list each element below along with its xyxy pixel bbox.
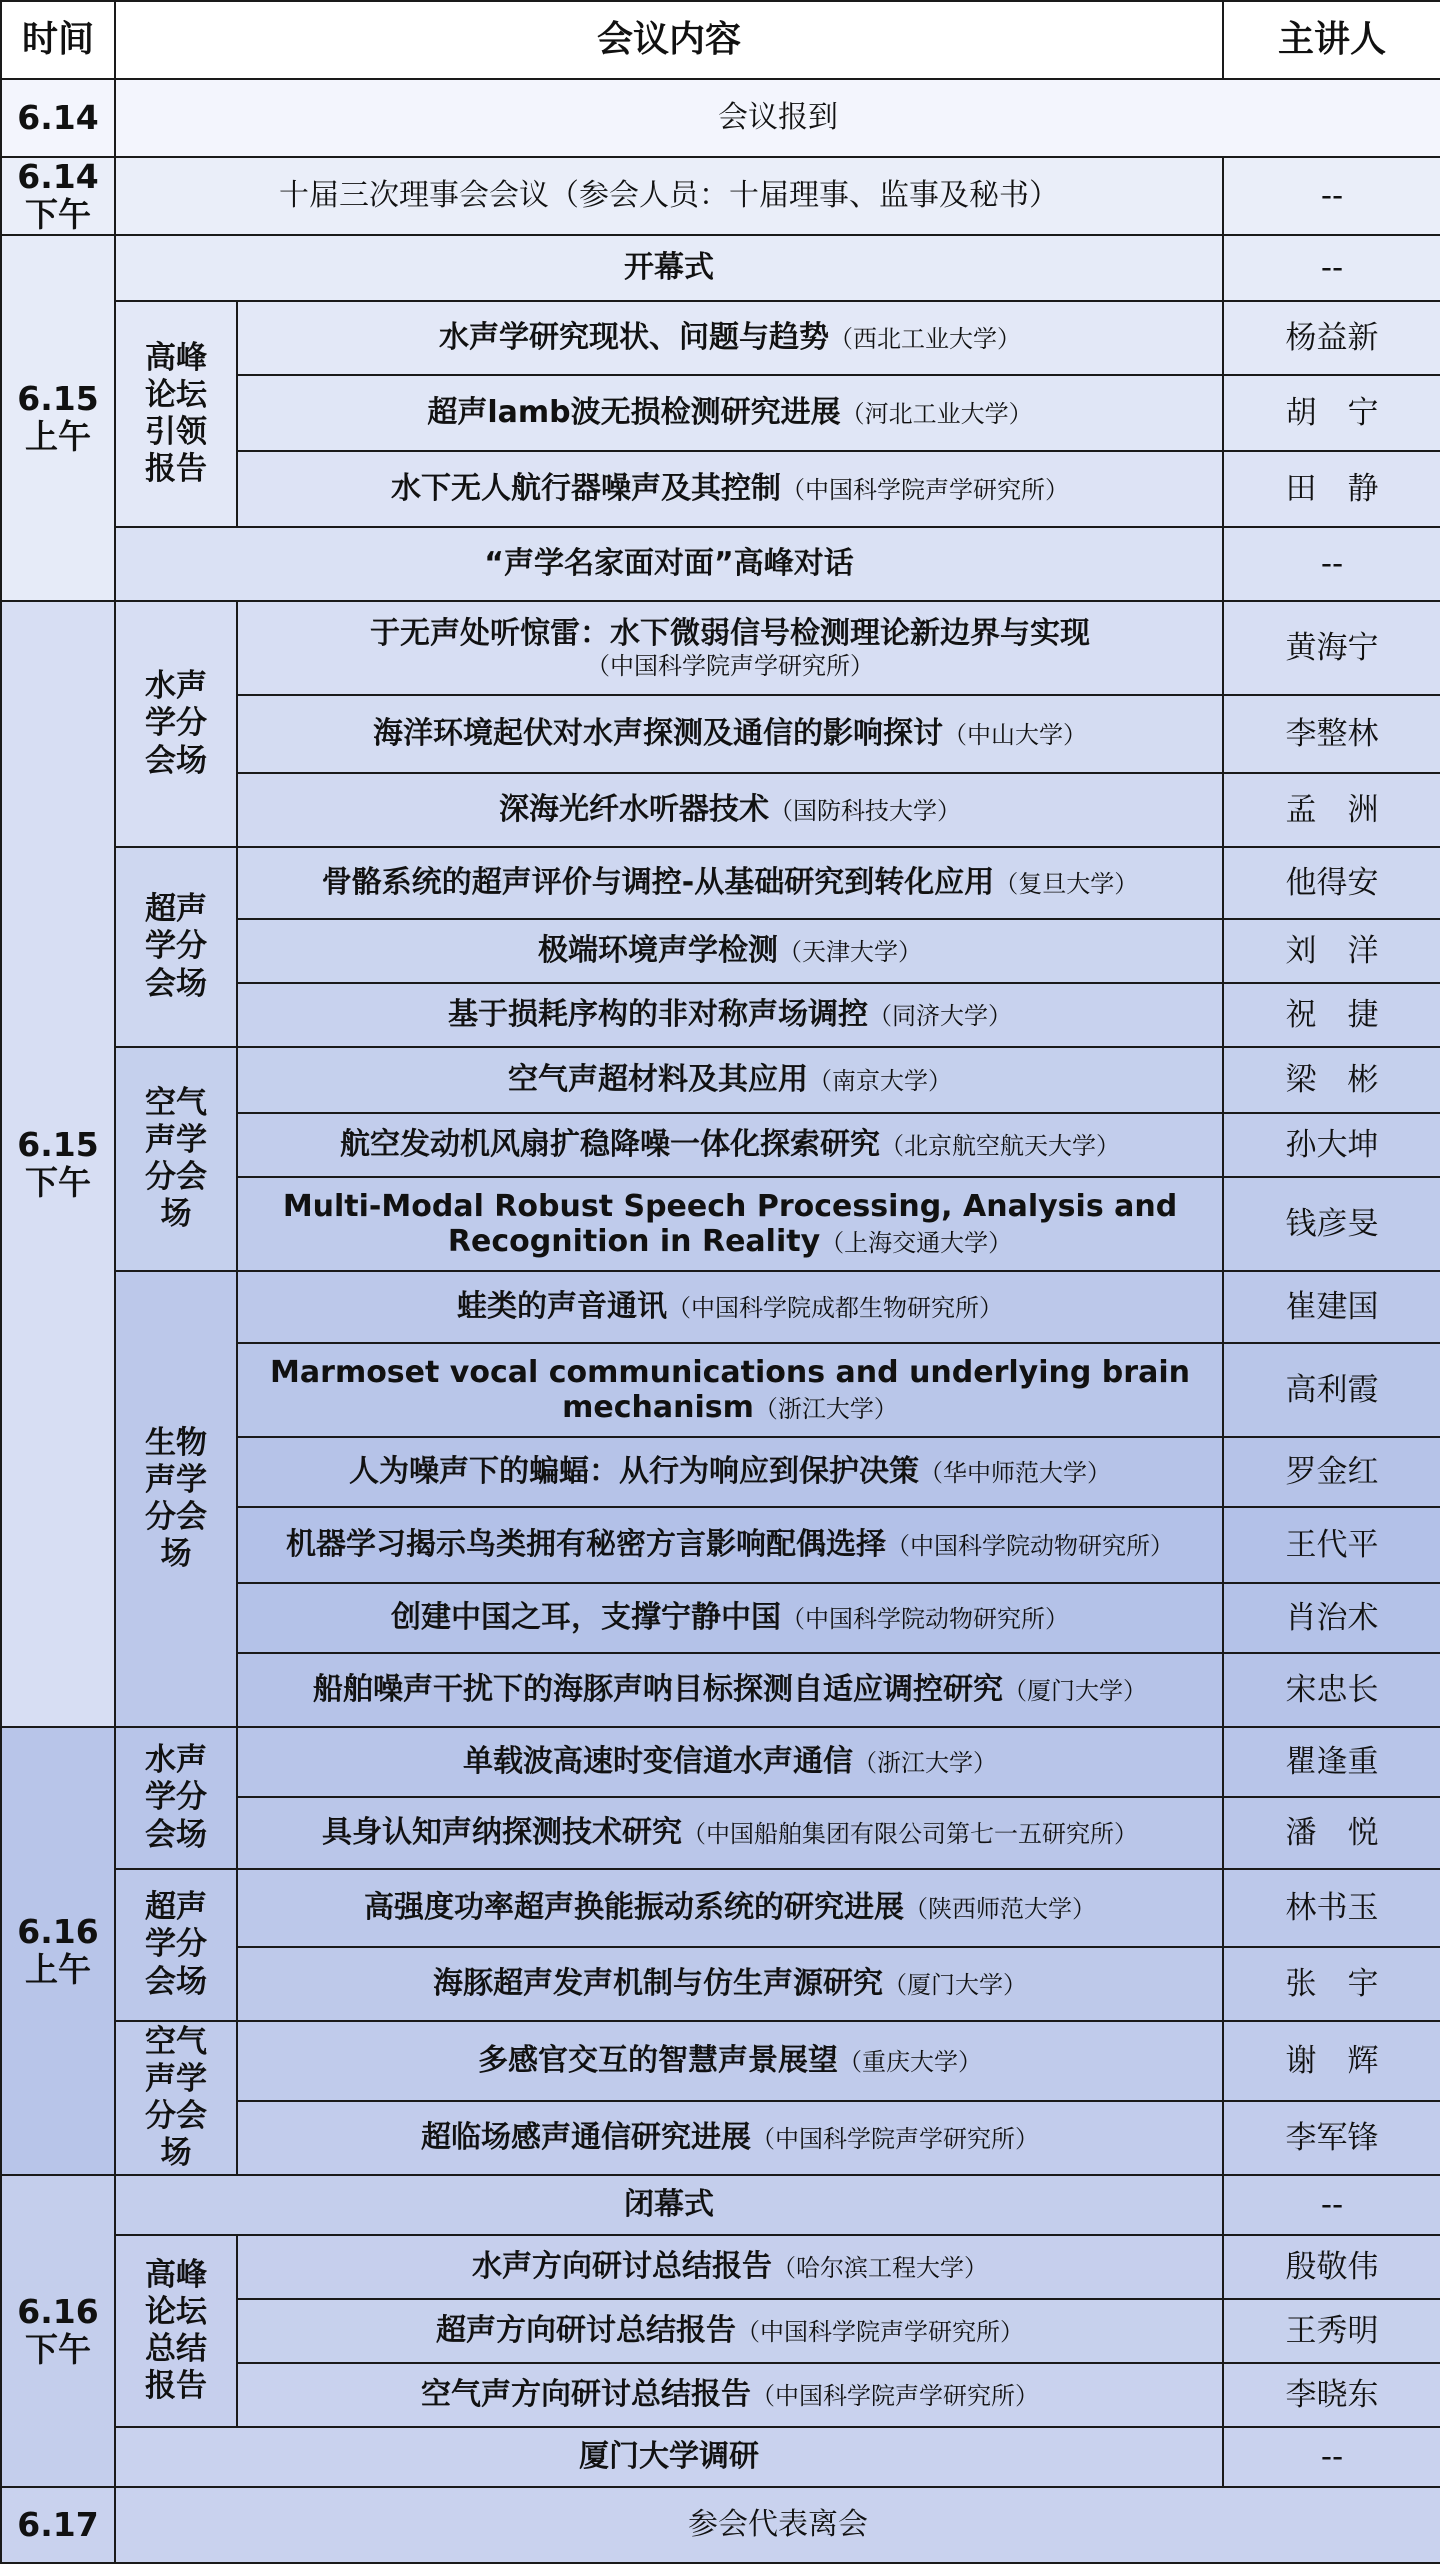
content-cell: 水下无人航行器噪声及其控制（中国科学院声学研究所） <box>237 451 1223 527</box>
speaker-cell: 李晓东 <box>1223 2363 1440 2427</box>
content-cell: 单载波高速时变信道水声通信（浙江大学） <box>237 1727 1223 1797</box>
speaker-cell: 瞿逢重 <box>1223 1727 1440 1797</box>
speaker-cell: -- <box>1223 2175 1440 2235</box>
content-cell: 闭幕式 <box>115 2175 1223 2235</box>
session-cell: 空气 声学 分会 场 <box>115 1047 237 1271</box>
table-row <box>1 1047 1440 1113</box>
speaker-cell: 刘 洋 <box>1223 919 1440 983</box>
speaker-cell: 祝 捷 <box>1223 983 1440 1047</box>
table-row <box>1 2487 1440 2563</box>
speaker-cell: 杨益新 <box>1223 301 1440 375</box>
time-cell: 6.14 下午 <box>1 157 115 235</box>
speaker-cell: 王代平 <box>1223 1507 1440 1583</box>
content-cell: Marmoset vocal communications and underlying brain mechanism（浙江大学） <box>237 1343 1223 1437</box>
time-cell: 6.15 上午 <box>1 235 115 601</box>
time-cell: 6.15 下午 <box>1 601 115 1727</box>
speaker-cell: -- <box>1223 2427 1440 2487</box>
table-row <box>1 1271 1440 1343</box>
table-row <box>1 2021 1440 2101</box>
speaker-cell: 潘 悦 <box>1223 1797 1440 1869</box>
content-cell: 厦门大学调研 <box>115 2427 1223 2487</box>
speaker-cell: 孙大坤 <box>1223 1113 1440 1177</box>
content-cell: 骨骼系统的超声评价与调控-从基础研究到转化应用（复旦大学） <box>237 847 1223 919</box>
speaker-cell: 他得安 <box>1223 847 1440 919</box>
speaker-cell: 孟 洲 <box>1223 773 1440 847</box>
content-cell: 人为噪声下的蝙蝠：从行为响应到保护决策（华中师范大学） <box>237 1437 1223 1507</box>
content-cell: 空气声超材料及其应用（南京大学） <box>237 1047 1223 1113</box>
speaker-cell: 罗金红 <box>1223 1437 1440 1507</box>
speaker-cell: 崔建国 <box>1223 1271 1440 1343</box>
content-cell: 超临场感声通信研究进展（中国科学院声学研究所） <box>237 2101 1223 2175</box>
session-cell: 超声 学分 会场 <box>115 847 237 1047</box>
session-cell: 高峰 论坛 总结 报告 <box>115 2235 237 2427</box>
session-cell: 超声 学分 会场 <box>115 1869 237 2021</box>
speaker-cell: 钱彦旻 <box>1223 1177 1440 1271</box>
speaker-cell: -- <box>1223 235 1440 301</box>
speaker-cell: 胡 宁 <box>1223 375 1440 451</box>
content-cell: 机器学习揭示鸟类拥有秘密方言影响配偶选择（中国科学院动物研究所） <box>237 1507 1223 1583</box>
session-cell: 高峰 论坛 引领 报告 <box>115 301 237 527</box>
time-cell: 6.16 上午 <box>1 1727 115 2175</box>
speaker-cell: 田 静 <box>1223 451 1440 527</box>
content-cell: 空气声方向研讨总结报告（中国科学院声学研究所） <box>237 2363 1223 2427</box>
table-row <box>1 2427 1440 2487</box>
content-cell: 水声学研究现状、问题与趋势（西北工业大学） <box>237 301 1223 375</box>
speaker-cell: 林书玉 <box>1223 1869 1440 1947</box>
header-speaker: 主讲人 <box>1223 1 1440 79</box>
speaker-cell: 王秀明 <box>1223 2299 1440 2363</box>
header-row <box>1 1 1440 79</box>
content-cell: 高强度功率超声换能振动系统的研究进展（陕西师范大学） <box>237 1869 1223 1947</box>
header-content: 会议内容 <box>115 1 1223 79</box>
content-cell: 创建中国之耳，支撑宁静中国（中国科学院动物研究所） <box>237 1583 1223 1653</box>
time-cell: 6.17 <box>1 2487 115 2563</box>
speaker-cell: 张 宇 <box>1223 1947 1440 2021</box>
speaker-cell: 殷敬伟 <box>1223 2235 1440 2299</box>
time-cell: 6.14 <box>1 79 115 157</box>
session-cell: 水声 学分 会场 <box>115 1727 237 1869</box>
table-row <box>1 601 1440 695</box>
content-cell: 十届三次理事会会议（参会人员：十届理事、监事及秘书） <box>115 157 1223 235</box>
speaker-cell: 李整林 <box>1223 695 1440 773</box>
session-cell: 空气 声学 分会 场 <box>115 2021 237 2175</box>
table-row <box>1 301 1440 375</box>
content-cell: Multi-Modal Robust Speech Processing, Analysis and Recognition in Reality（上海交通大学） <box>237 1177 1223 1271</box>
content-cell: 海洋环境起伏对水声探测及通信的影响探讨（中山大学） <box>237 695 1223 773</box>
content-cell: 具身认知声纳探测技术研究（中国船舶集团有限公司第七一五研究所） <box>237 1797 1223 1869</box>
table-row <box>1 79 1440 157</box>
table-row <box>1 235 1440 301</box>
table-row <box>1 2175 1440 2235</box>
content-cell: 海豚超声发声机制与仿生声源研究（厦门大学） <box>237 1947 1223 2021</box>
content-cell: 极端环境声学检测（天津大学） <box>237 919 1223 983</box>
content-cell: 航空发动机风扇扩稳降噪一体化探索研究（北京航空航天大学） <box>237 1113 1223 1177</box>
speaker-cell: -- <box>1223 157 1440 235</box>
table-row <box>1 527 1440 601</box>
speaker-cell: 宋忠长 <box>1223 1653 1440 1727</box>
table-row <box>1 1869 1440 1947</box>
speaker-cell: 黄海宁 <box>1223 601 1440 695</box>
content-cell: “声学名家面对面”高峰对话 <box>115 527 1223 601</box>
session-cell: 生物 声学 分会 场 <box>115 1271 237 1727</box>
table-row <box>1 157 1440 235</box>
content-cell: 船舶噪声干扰下的海豚声呐目标探测自适应调控研究（厦门大学） <box>237 1653 1223 1727</box>
content-cell: 蛙类的声音通讯（中国科学院成都生物研究所） <box>237 1271 1223 1343</box>
content-cell: 开幕式 <box>115 235 1223 301</box>
content-cell: 会议报到 <box>115 79 1440 157</box>
table-row <box>1 847 1440 919</box>
header-time: 时间 <box>1 1 115 79</box>
content-cell: 深海光纤水听器技术（国防科技大学） <box>237 773 1223 847</box>
speaker-cell: 高利霞 <box>1223 1343 1440 1437</box>
time-cell: 6.16 下午 <box>1 2175 115 2487</box>
speaker-cell: -- <box>1223 527 1440 601</box>
speaker-cell: 谢 辉 <box>1223 2021 1440 2101</box>
speaker-cell: 肖治术 <box>1223 1583 1440 1653</box>
table-row <box>1 1727 1440 1797</box>
session-cell: 水声 学分 会场 <box>115 601 237 847</box>
content-cell: 基于损耗序构的非对称声场调控（同济大学） <box>237 983 1223 1047</box>
content-cell: 于无声处听惊雷：水下微弱信号检测理论新边界与实现 （中国科学院声学研究所） <box>237 601 1223 695</box>
table-row <box>1 2235 1440 2299</box>
content-cell: 参会代表离会 <box>115 2487 1440 2563</box>
speaker-cell: 梁 彬 <box>1223 1047 1440 1113</box>
content-cell: 水声方向研讨总结报告（哈尔滨工程大学） <box>237 2235 1223 2299</box>
speaker-cell: 李军锋 <box>1223 2101 1440 2175</box>
content-cell: 超声方向研讨总结报告（中国科学院声学研究所） <box>237 2299 1223 2363</box>
content-cell: 多感官交互的智慧声景展望（重庆大学） <box>237 2021 1223 2101</box>
content-cell: 超声lamb波无损检测研究进展（河北工业大学） <box>237 375 1223 451</box>
